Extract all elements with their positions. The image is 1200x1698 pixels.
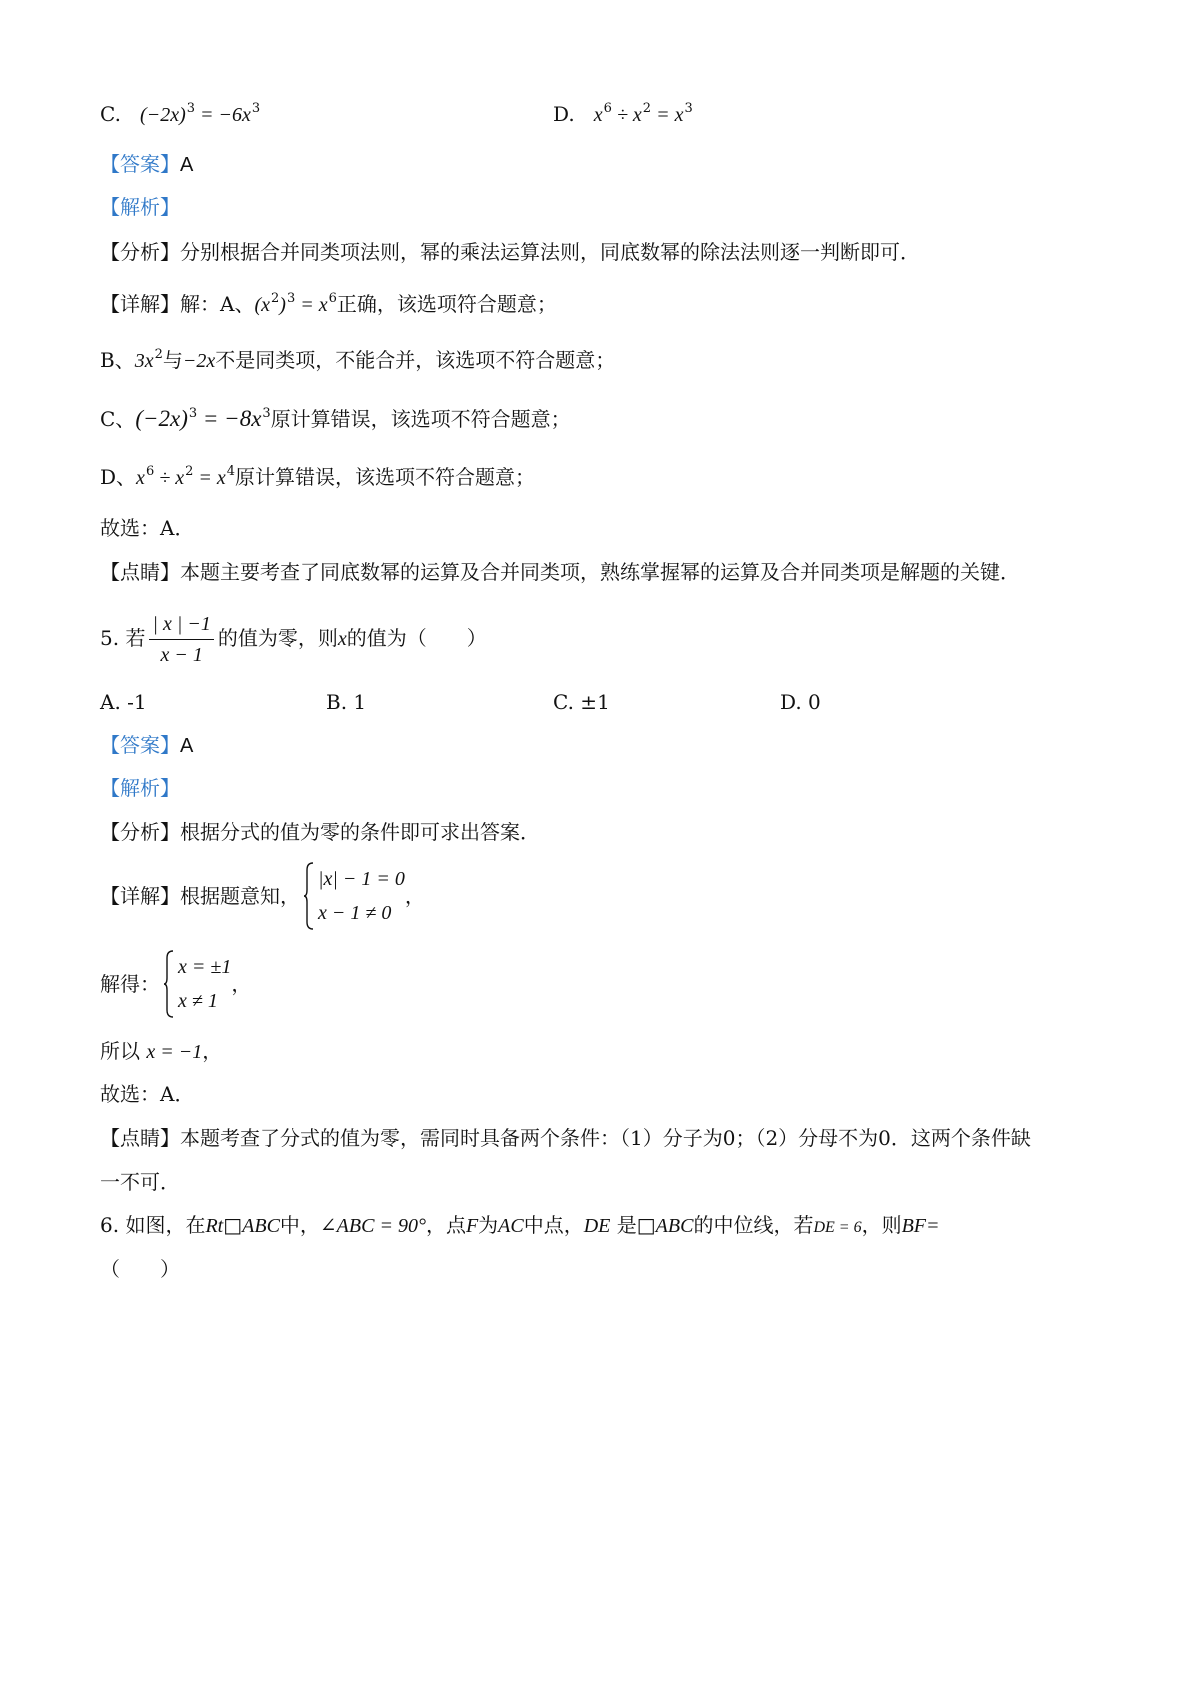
q4-fenxi: 【分析】分别根据合并同类项法则，幂的乘法运算法则，同底数幂的除法法则逐一判断即可． [100,240,920,264]
brace-icon [304,862,314,930]
q5-option-c: C. ±1 [553,690,610,714]
q5-option-d: D. 0 [780,690,821,714]
option-c: C. $(-2x)^3 = -6x^3$ [100,101,261,126]
q4-line-c: C、$(-2x)^3 = -8x^3$原计算错误，该选项不符合题意； [100,406,571,431]
q4-analysis-tag: 【解析】 [100,195,180,219]
q4-choose: 故选：A． [100,516,195,540]
q5-analysis-tag: 【解析】 [100,776,180,800]
q5-fenxi: 【分析】根据分式的值为零的条件即可求出答案． [100,820,540,844]
q4-dianjing: 【点睛】本题主要考查了同底数幂的运算及合并同类项，熟练掌握幂的运算及合并同类项是解题的关键． [100,560,1020,584]
option-d: D. $x^6 \div x^2 = x^3$ [553,101,693,126]
q4-answer: 【答案】A [100,152,194,176]
q5-answer: 【答案】A [100,733,194,757]
q5-dianjing-1: 【点睛】本题考查了分式的值为零，需同时具备两个条件：（1）分子为0；（2）分母不为0．这两个条件缺 [100,1126,1031,1150]
q5-xiangjie: 【详解】根据题意知， |x| − 1 = 0 x − 1 ≠ 0 ， [100,862,425,930]
q5-option-a: A. -1 [100,690,147,714]
q6-blank: （ ） [100,1257,180,1281]
q5-jiede: 解得： x = ±1 x ≠ 1 ， [100,950,251,1018]
q5-fraction: $\frac{| x | -1}{x - 1}$ [149,611,213,668]
q5-question: 5. 若 $\frac{| x | -1}{x - 1}$ 的值为零，则x的值为（ ） [100,613,487,666]
q5-option-b: B. 1 [326,690,367,714]
brace-icon [164,950,174,1018]
q5-dianjing-2: 一不可． [100,1170,180,1194]
q4-xiangjie: 【详解】解：A、$(x^2)^3 = x^6$正确，该选项符合题意； [100,291,557,316]
q5-suoyi: 所以 x = −1， [100,1039,223,1063]
q6-question: 6. 如图，在Rt□ABC中，∠ABC = 90°，点F为AC中点，DE 是□ABC的中位线，若DE = 6，则BF= [100,1213,940,1237]
q5-system-2: x = ±1 x ≠ 1 [164,950,231,1018]
q4-line-b: B、$3x^2$与−2x不是同类项，不能合并，该选项不符合题意； [100,347,616,372]
q5-system-1: |x| − 1 = 0 x − 1 ≠ 0 [304,862,405,930]
q5-choose: 故选：A． [100,1082,195,1106]
q4-line-d: D、$x^6 \div x^2 = x^4$原计算错误，该选项不符合题意； [100,464,536,489]
